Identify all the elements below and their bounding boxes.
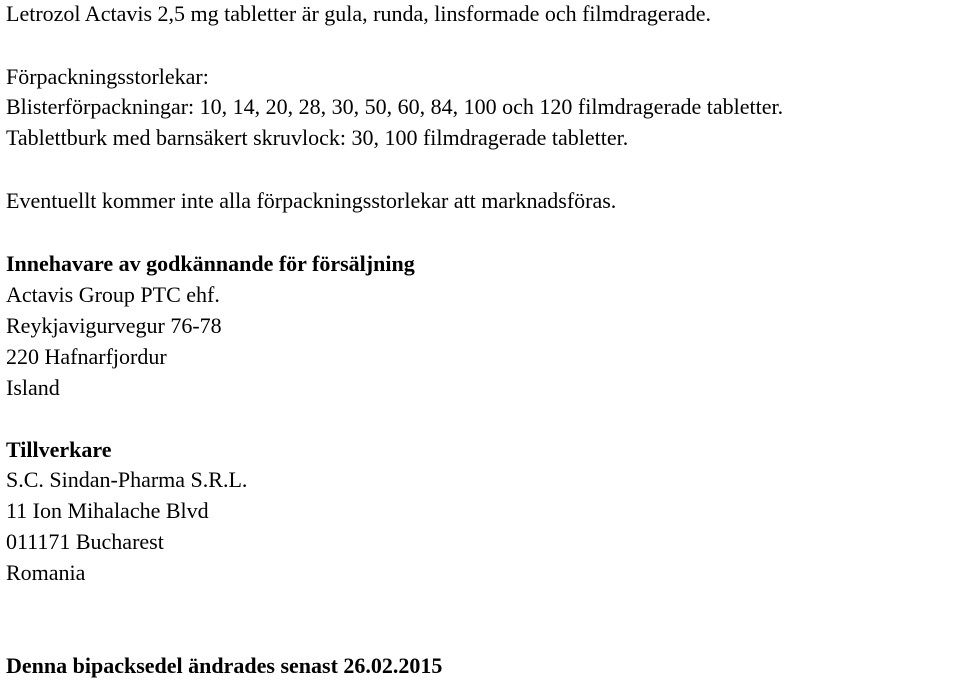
holder-line: Reykjavigurvegur 76-78 bbox=[6, 313, 222, 338]
holder-line: Island bbox=[6, 375, 60, 400]
revision-date: Denna bipacksedel ändrades senast 26.02.2015 bbox=[6, 653, 443, 678]
manufacturer-line: 11 Ion Mihalache Blvd bbox=[6, 498, 209, 523]
holder-heading: Innehavare av godkännande för försäljning bbox=[6, 251, 415, 276]
packaging-bottle: Tablettburk med barnsäkert skruvlock: 30, 100 filmdragerade tabletter. bbox=[6, 125, 629, 150]
intro-text: Letrozol Actavis 2,5 mg tabletter är gula, runda, linsformade och filmdragerade. bbox=[6, 1, 711, 26]
manufacturer-heading: Tillverkare bbox=[6, 437, 112, 462]
packaging-note: Eventuellt kommer inte alla förpackningsstorlekar att marknadsföras. bbox=[6, 188, 617, 213]
manufacturer-line: 011171 Bucharest bbox=[6, 529, 164, 554]
manufacturer-line: S.C. Sindan-Pharma S.R.L. bbox=[6, 467, 248, 492]
holder-line: Actavis Group PTC ehf. bbox=[6, 282, 220, 307]
packaging-blister: Blisterförpackningar: 10, 14, 20, 28, 30, 50, 60, 84, 100 och 120 filmdragerade tabletter. bbox=[6, 94, 784, 119]
packaging-heading: Förpackningsstorlekar: bbox=[6, 64, 209, 89]
holder-line: 220 Hafnarfjordur bbox=[6, 344, 167, 369]
manufacturer-line: Romania bbox=[6, 560, 86, 585]
